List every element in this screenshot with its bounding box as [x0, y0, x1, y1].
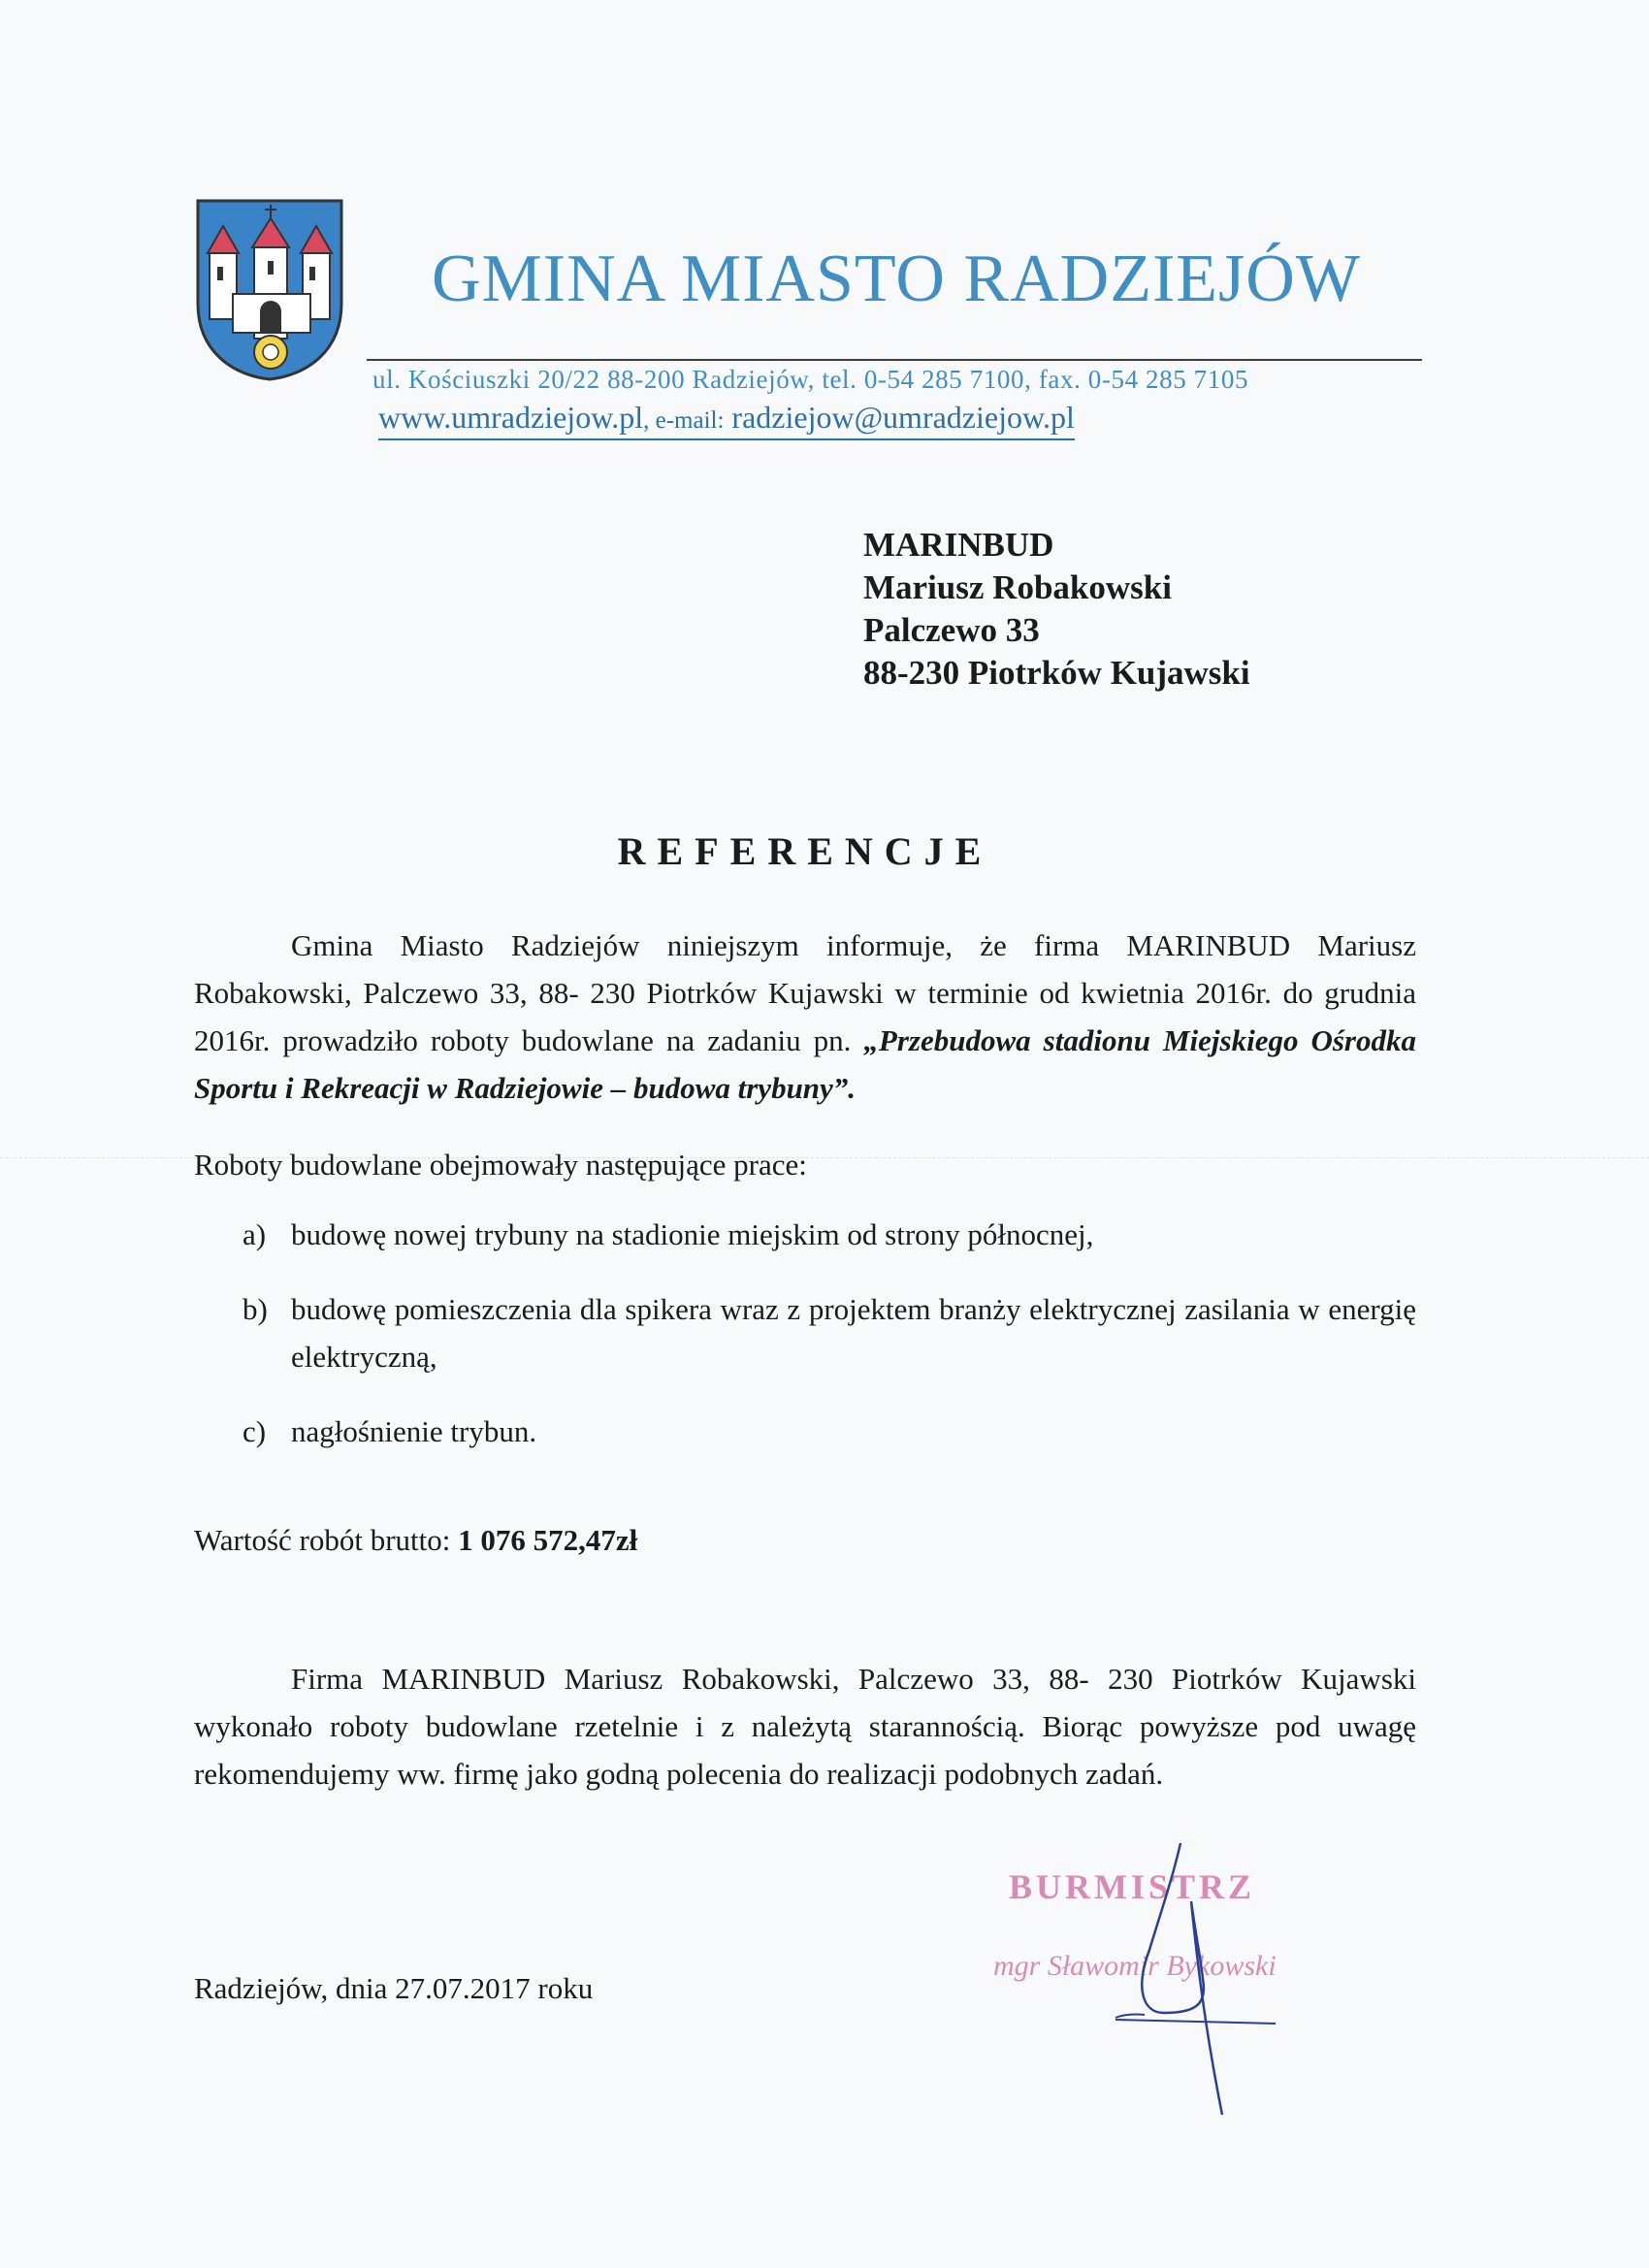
- recipient-company: MARINBUD: [863, 526, 1054, 564]
- recipient-person: Mariusz Robakowski: [863, 568, 1172, 606]
- value-amount: 1 076 572,47zł: [458, 1523, 638, 1557]
- header-address: ul. Kościuszki 20/22 88-200 Radziejów, tel. 0-54 285 7100, fax. 0-54 285 7105: [372, 365, 1249, 394]
- value-label: Wartość robót brutto:: [194, 1523, 451, 1557]
- list-marker: b): [242, 1292, 268, 1326]
- recipient-city: 88-230 Piotrków Kujawski: [863, 654, 1250, 692]
- list-item: [242, 1408, 1416, 1455]
- header-contact-line: [378, 400, 1075, 440]
- email-link[interactable]: radziejow@umradziejow.pl: [731, 400, 1075, 435]
- recommendation-paragraph: Firma MARINBUD Mariusz Robakowski, Palczewo 33, 88- 230 Piotrków Kujawski wykonało roboty budowlane rzetelnie i z należytą starannością. Biorąc powyższe pod uwagę rekomendujemy ww. firmę jako godną polecenia do realizacji podobnych zadań.: [194, 1662, 1416, 1791]
- website-link[interactable]: www.umradziejow.pl: [378, 400, 644, 435]
- email-label: , e-mail:: [643, 407, 725, 434]
- works-value: [194, 1523, 637, 1558]
- handwritten-signature-icon: [980, 1843, 1387, 2134]
- list-marker: a): [242, 1217, 267, 1251]
- works-heading: Roboty budowlane obejmowały następujące prace:: [194, 1148, 807, 1182]
- list-marker: c): [242, 1414, 267, 1448]
- task-name: „Przebudowa stadionu Miejskiego Ośrodka Sportu i Rekreacji w Radziejowie – budowa trybuny”.: [194, 1023, 1416, 1105]
- place-and-date: Radziejów, dnia 27.07.2017 roku: [194, 1971, 594, 2005]
- list-item: [242, 1211, 1416, 1258]
- recipient-street: Palczewo 33: [863, 611, 1040, 649]
- list-item-text: budowę nowej trybuny na stadionie miejskim od strony północnej,: [291, 1217, 1094, 1251]
- document-title: REFERENCJE: [617, 829, 993, 873]
- recipient-address: [863, 524, 1250, 695]
- list-item: [242, 1285, 1416, 1380]
- intro-paragraph: [194, 922, 1416, 1112]
- signature-block: [980, 1843, 1387, 2134]
- stamp-name: mgr Sławomir Bykowski: [993, 1950, 1277, 1982]
- stamp-title: BURMISTRZ: [1009, 1867, 1256, 1906]
- coat-of-arms-icon: [194, 197, 345, 381]
- header-divider: [367, 359, 1422, 361]
- organization-name: GMINA MIASTO RADZIEJÓW: [432, 242, 1361, 316]
- works-list: [242, 1211, 1416, 1482]
- list-item-text: budowę pomieszczenia dla spikera wraz z projektem branży elektrycznej zasilania w energię elektryczną,: [291, 1292, 1416, 1374]
- list-item-text: nagłośnienie trybun.: [291, 1414, 537, 1448]
- intro-text: Gmina Miasto Radziejów niniejszym informuje, że firma MARINBUD Mariusz Robakowski, Palczewo 33, 88- 230 Piotrków Kujawski w terminie od kwietnia 2016r. do grudnia 2016r. prowadziło roboty budowlane na zadaniu pn.: [194, 928, 1416, 1057]
